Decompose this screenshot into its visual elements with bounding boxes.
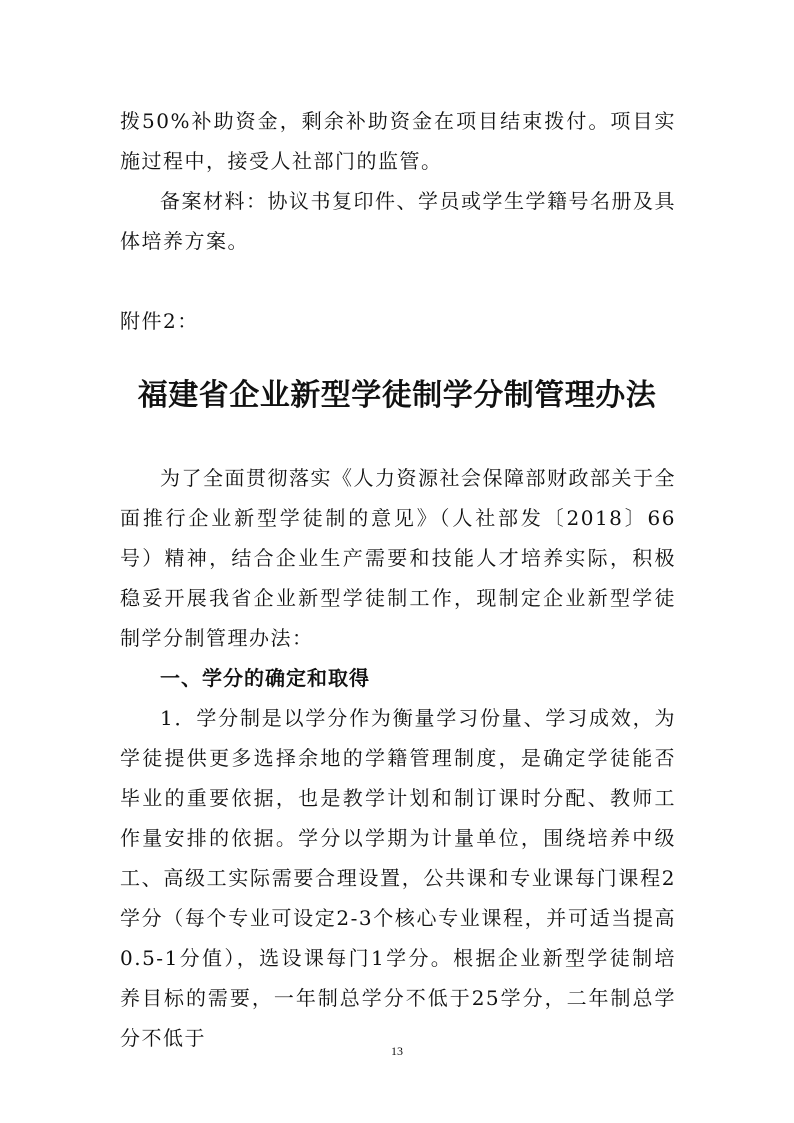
document-title: 福建省企业新型学徒制学分制管理办法 (137, 378, 657, 413)
top-section (120, 101, 676, 261)
section-item-1: 1．学分制是以学分作为衡量学习份量、学习成效，为学徒提供更多选择余地的学籍管理制度，是确定学徒能否毕业的重要依据，也是教学计划和制订课时分配、教师工作量安排的依据。学分以学期为计量单位，围绕培养中级工、高级工实际需要合理设置，公共课和专业课每门课程2学分（每个专业可设定2-3个核心专业课程，并可适当提高0.5-1分值），选设课每门1学分。根据企业新型学徒制培养目标的需要，一年制总学分不低于25学分，二年制总学分不低于 (120, 706, 676, 1050)
attachment-label: 附件2： (120, 309, 199, 333)
continued-paragraph: 拨50%补助资金，剩余补助资金在项目结束拨付。项目实施过程中，接受人社部门的监管。 (120, 109, 676, 173)
filing-materials-paragraph: 备案材料：协议书复印件、学员或学生学籍号名册及具体培养方案。 (120, 189, 676, 253)
intro-paragraph: 为了全面贯彻落实《人力资源社会保障部财政部关于全面推行企业新型学徒制的意见》（人社部发〔2018〕66号）精神，结合企业生产需要和技能人才培养实际，积极稳妥开展我省企业新型学徒制工作，现制定企业新型学徒制学分制管理办法： (120, 466, 676, 650)
main-body (120, 458, 676, 1058)
section-heading: 一、学分的确定和取得 (160, 666, 370, 690)
page-number: 13 (391, 1044, 403, 1058)
